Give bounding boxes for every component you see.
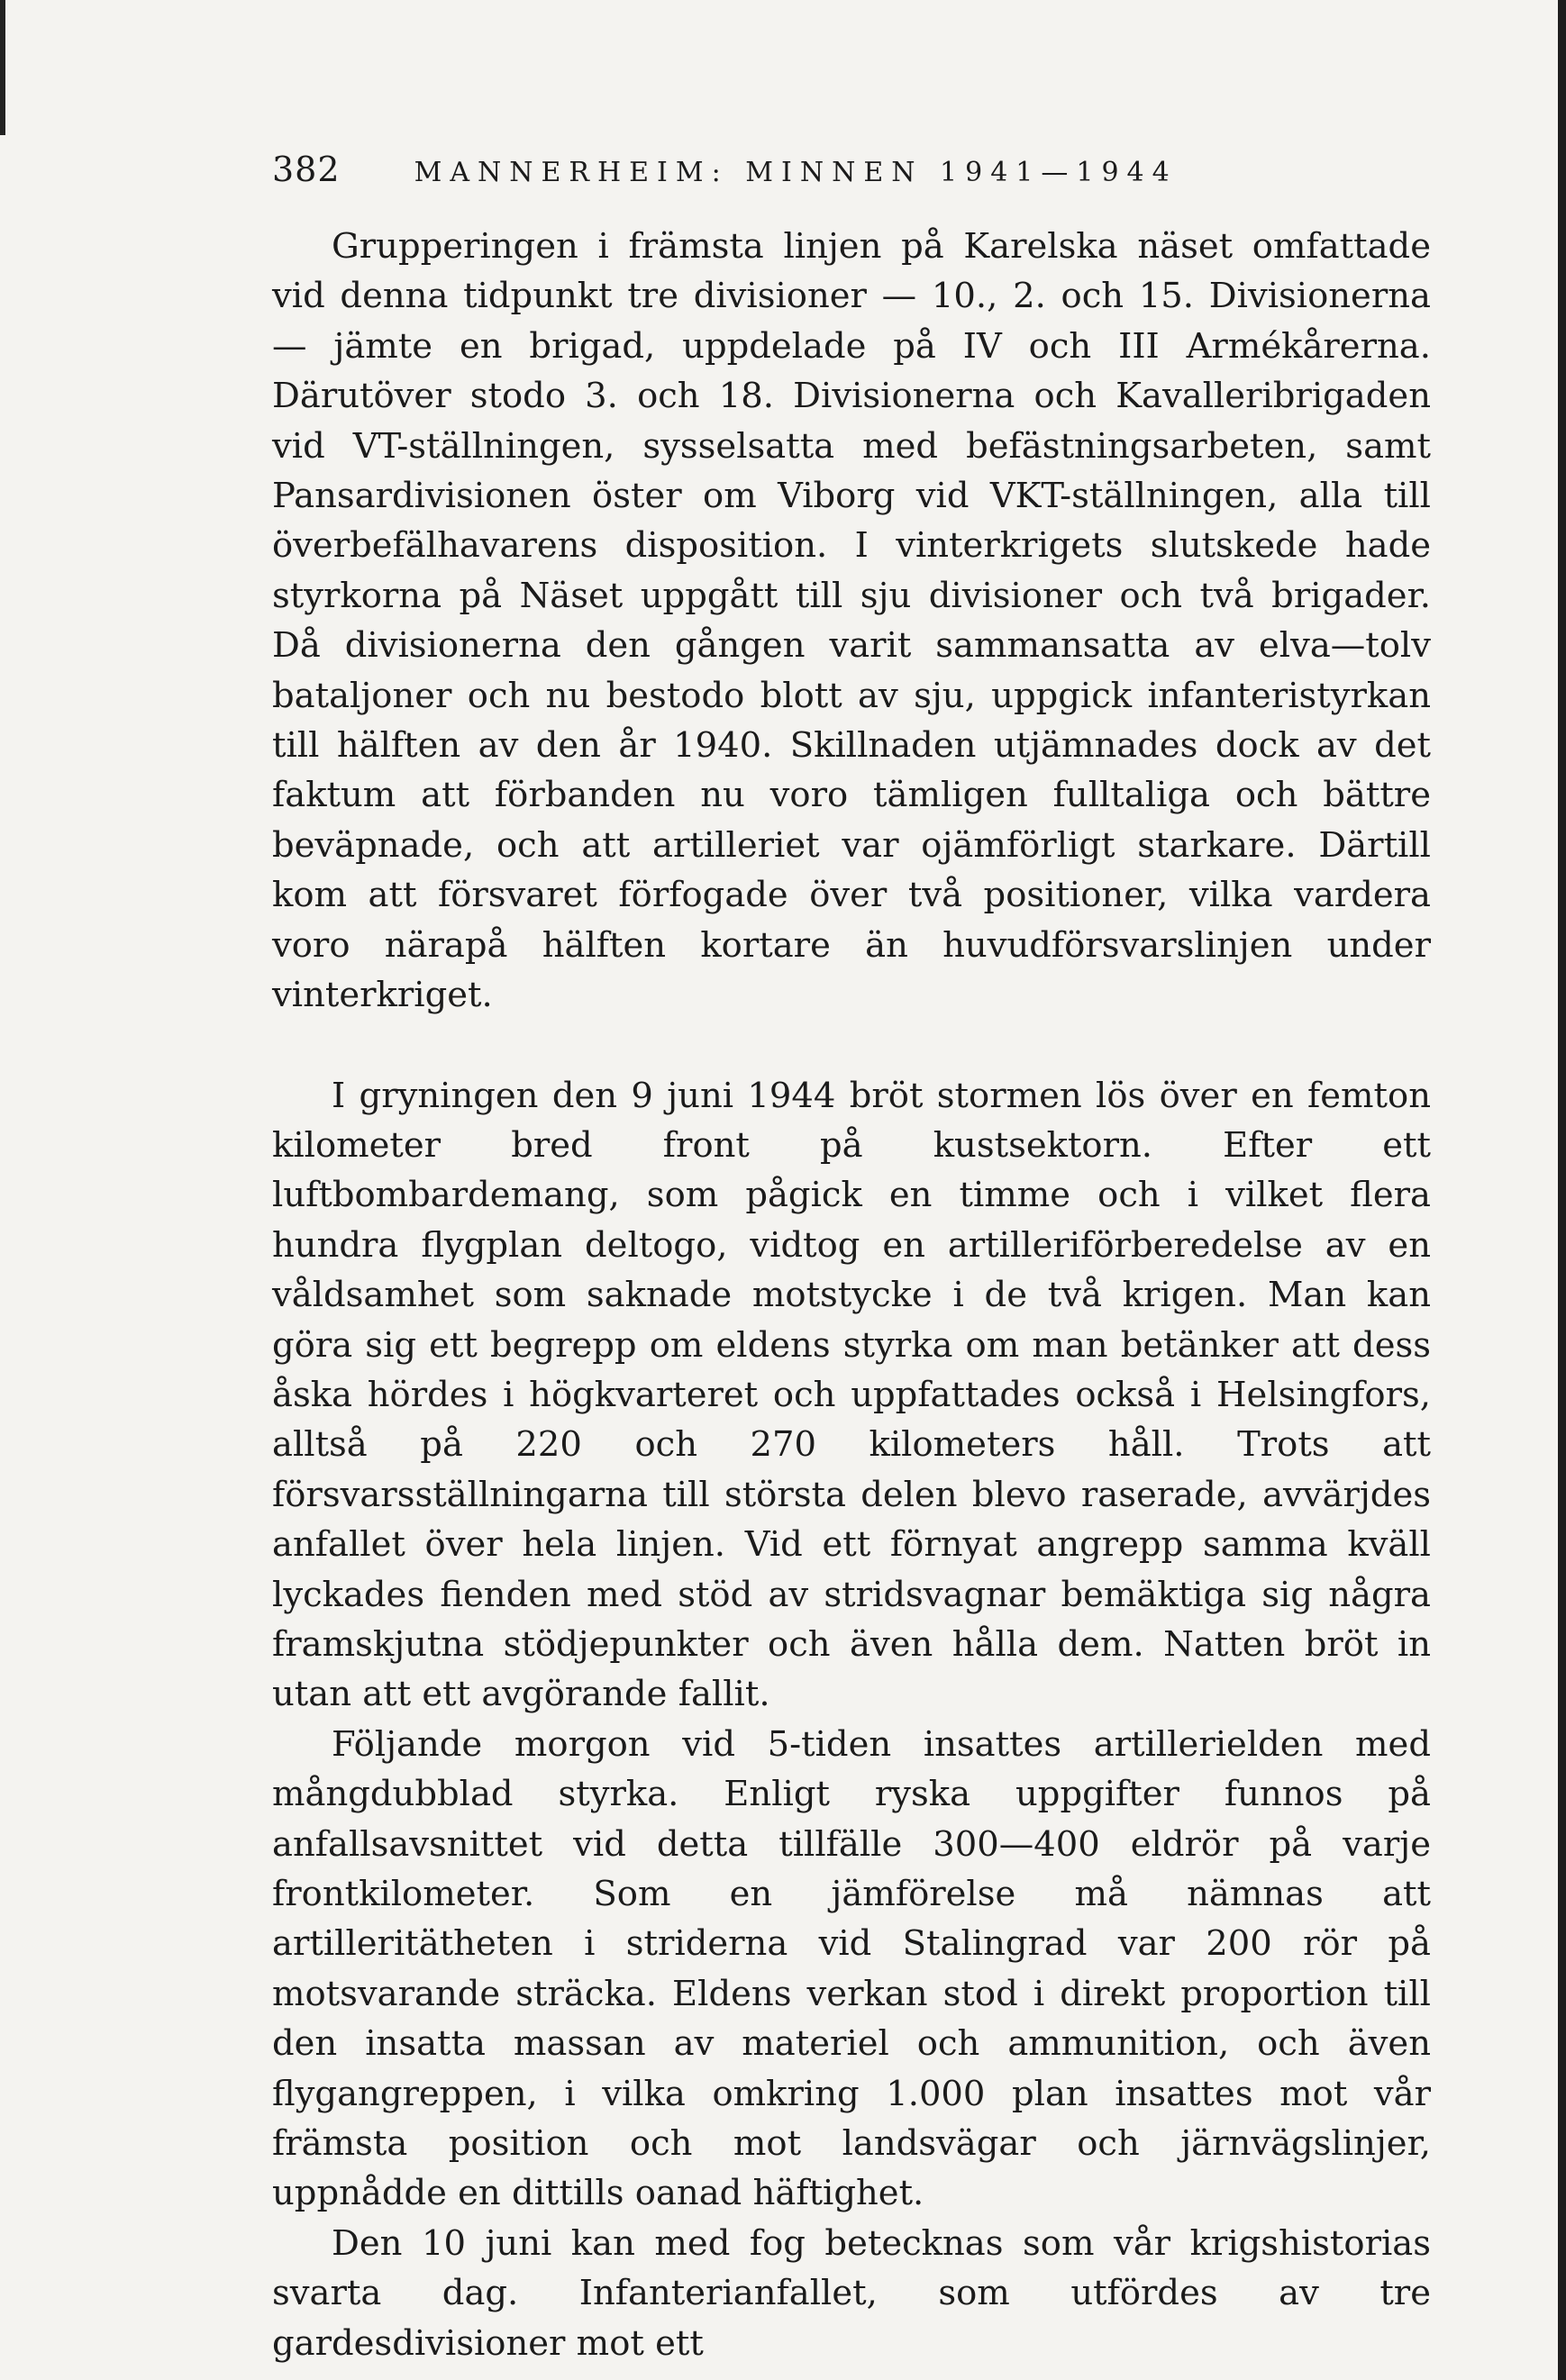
paragraph-next-morning: Följande morgon vid 5-tiden insattes artillerielden med mångdubblad styrka. Enligt ryska uppgifter funnos på anfallsavsnittet vid detta tillfälle 300—400 eldrör på varje frontkilometer. Som en jämförelse må nämnas att artilleritätheten i striderna vid Stalingrad var 200 rör på motsvarande sträcka. Eldens verkan stod i direkt proportion till den insatta massan av materiel och ammunition, och även flygangreppen, i vilka omkring 1.000 plan insattes mot vår främsta position och mot landsvägar och järnvägslinjer, uppnådde en dittills oanad häftighet. <box>272 1723 1431 2214</box>
page-number: 382 <box>272 150 341 189</box>
scan-edge-left <box>0 0 5 135</box>
paragraph-june-10: Den 10 juni kan med fog betecknas som vår krigshistorias svarta dag. Infanterianfallet, som utfördes av tre gardesdivisioner mot ett <box>272 2222 1431 2364</box>
paragraph-grouping: Grupperingen i främsta linjen på Karelska näset omfattade vid denna tidpunkt tre divisioner — 10., 2. och 15. Divisionerna — jämte en brigad, uppdelade på IV och III Armékårerna. Därutöver stodo 3. och 18. Divisionerna och Kavalleribrigaden vid VT-ställningen, sysselsatta med befästningsarbeten, samt Pansardivisionen öster om Viborg vid VKT-ställningen, alla till överbefälhavarens disposition. I vinterkrigets slutskede hade styrkorna på Näset uppgått till sju divisioner och två brigader. Då divisionerna den gången varit sammansatta av elva—tolv bataljoner och nu bestodo blott av sju, uppgick infanteristyrkan till hälften av den år 1940. Skillnaden utjämnades dock av det faktum att förbanden nu voro tämligen fulltaliga och bättre beväpnade, och att artilleriet var ojämförligt starkare. Därtill kom att försvaret förfogade över två positioner, vilka vardera voro närapå hälften kortare än huvudförsvarslinjen under vinterkriget. <box>272 226 1431 1016</box>
scan-edge-right <box>1558 0 1566 2380</box>
paragraph-june-9: I gryningen den 9 juni 1944 bröt stormen lös över en femton kilometer bred front på kustsektorn. Efter ett luftbombardemang, som pågick en timme och i vilket flera hundra flygplan deltogo, vidtog en artilleriförberedelse av en våldsamhet som saknade motstycke i de två krigen. Man kan göra sig ett begrepp om eldens styrka om man betänker att dess åska hördes i högkvarteret och uppfattades också i Helsingfors, alltså på 220 och 270 kilometers håll. Trots att försvarsställningarna till största delen blevo raserade, avvärjdes anfallet över hela linjen. Vid ett förnyat angrepp samma kväll lyckades fienden med stöd av stridsvagnar bemäktiga sig några framskjutna stödjepunkter och även hålla dem. Natten bröt in utan att ett avgörande fallit. <box>272 1075 1431 1715</box>
body-text <box>272 222 1431 2368</box>
running-header <box>272 144 1443 195</box>
running-title: MANNERHEIM: MINNEN 1941—1944 <box>414 157 1178 188</box>
